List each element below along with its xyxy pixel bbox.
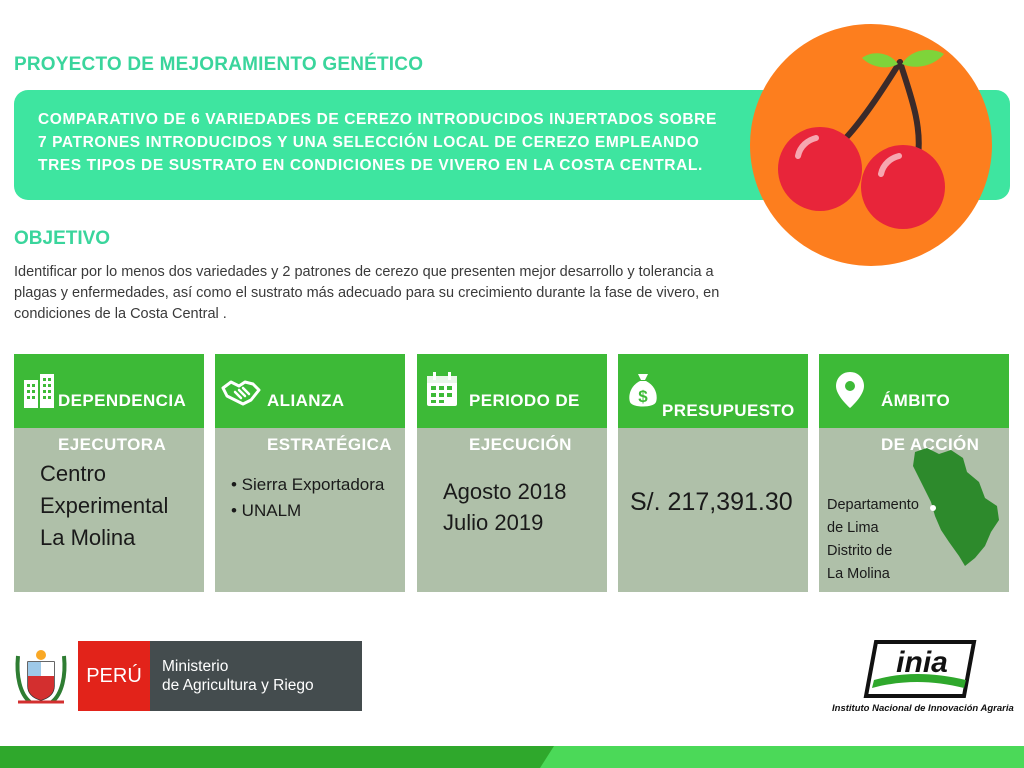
- objective-line: Identificar por lo menos dos variedades y 2 patrones de cerezo que presenten mejor desarrollo y tolerancia a: [14, 264, 714, 280]
- project-title-line: COMPARATIVO DE 6 VARIEDADES DE CEREZO INTRODUCIDOS INJERTADOS SOBRE: [38, 111, 717, 128]
- card-ambito-accion: [819, 354, 1009, 592]
- ministry-logo: [150, 641, 362, 711]
- card-title-line: EJECUTORA: [58, 435, 167, 454]
- card-body: [215, 428, 405, 592]
- calendar-icon: [425, 370, 459, 410]
- card-body: [819, 428, 1009, 592]
- card-title-line: ALIANZA: [267, 391, 345, 410]
- card-body: [417, 428, 607, 592]
- card-header: [14, 354, 204, 454]
- objective-line: condiciones de la Costa Central .: [14, 306, 227, 322]
- card-body: [14, 428, 204, 592]
- card-presupuesto: [618, 354, 808, 592]
- project-title-line: TRES TIPOS DE SUSTRATO EN CONDICIONES DE VIVERO EN LA COSTA CENTRAL.: [38, 157, 703, 174]
- card-title-line: ESTRATÉGICA: [267, 435, 392, 454]
- card-header: [819, 354, 1009, 454]
- card-header: [215, 354, 405, 454]
- card-title-line: EJECUCIÓN: [469, 435, 572, 454]
- project-title: [38, 108, 758, 177]
- inia-logo-text: inia: [896, 646, 948, 679]
- card-header: [417, 354, 607, 454]
- cherry-illustration: [750, 24, 992, 266]
- handshake-icon: [221, 370, 261, 410]
- card-header: [618, 354, 808, 428]
- card-title-line: DE ACCIÓN: [881, 435, 980, 454]
- card-list-item: • UNALM: [231, 501, 302, 520]
- ministry-line: de Agricultura y Riego: [162, 677, 314, 694]
- card-body-line: La Molina: [40, 525, 136, 550]
- card-body-line: Distrito de: [827, 543, 893, 559]
- card-body-line: Agosto 2018: [443, 479, 567, 504]
- project-heading: PROYECTO DE MEJORAMIENTO GENÉTICO: [14, 54, 424, 75]
- card-title-line: DEPENDENCIA: [58, 391, 187, 410]
- lima-map-icon: [905, 446, 1003, 570]
- building-icon: [22, 370, 56, 410]
- cherry-icon: [750, 24, 992, 266]
- inia-caption: Instituto Nacional de Innovación Agraria: [832, 703, 1014, 714]
- ministry-line: Ministerio: [162, 658, 229, 675]
- card-title-line: PRESUPUESTO: [662, 401, 795, 420]
- peru-coat-of-arms-icon: [12, 646, 70, 708]
- inia-logo: [862, 638, 978, 700]
- card-body: [618, 428, 808, 592]
- objective-text: [14, 262, 744, 325]
- card-body-line: de Lima: [827, 520, 879, 536]
- budget-amount: S/. 217,391.30: [630, 488, 793, 516]
- objective-line: plagas y enfermedades, así como el sustrato más adecuado para su crecimiento durante la fase de vivero, en: [14, 285, 720, 301]
- map-pin-icon: [833, 370, 867, 410]
- card-list-item: • Sierra Exportadora: [231, 475, 385, 494]
- card-body-line: Centro: [40, 461, 107, 486]
- peru-label: PERÚ: [86, 665, 142, 687]
- peru-logo: [78, 641, 150, 711]
- card-title-line: ÁMBITO: [881, 391, 951, 410]
- card-body-line: Julio 2019: [443, 510, 544, 535]
- money-bag-icon: [626, 370, 660, 410]
- card-title-line: PERIODO DE: [469, 391, 580, 410]
- card-body-line: Departamento: [827, 497, 919, 513]
- card-periodo-ejecucion: [417, 354, 607, 592]
- card-body-line: La Molina: [827, 566, 890, 582]
- objective-heading: OBJETIVO: [14, 228, 111, 249]
- card-body-line: Experimental: [40, 493, 169, 518]
- card-dependencia-ejecutora: [14, 354, 204, 592]
- svg-text:$: $: [638, 387, 648, 406]
- footer-stripe-accent: [540, 746, 1024, 768]
- project-title-line: 7 PATRONES INTRODUCIDOS Y UNA SELECCIÓN LOCAL DE CEREZO EMPLEANDO: [38, 134, 700, 151]
- card-alianza-estrategica: [215, 354, 405, 592]
